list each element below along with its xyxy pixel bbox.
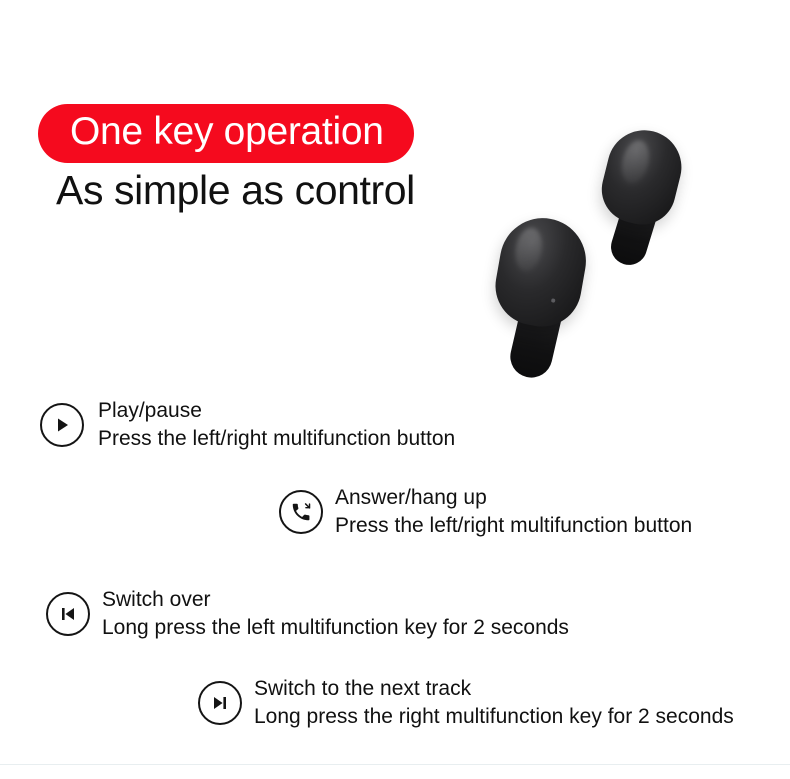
earbud-left <box>489 211 592 332</box>
earbud-right <box>595 122 690 231</box>
feature-description: Press the left/right multifunction button <box>335 513 693 537</box>
earbud-right-highlight <box>618 137 654 186</box>
next-track-icon <box>198 681 242 725</box>
feature-description: Long press the right multifunction key for 2 seconds <box>254 704 734 728</box>
feature-play-pause <box>40 397 455 452</box>
feature-title: Answer/hang up <box>335 486 487 509</box>
feature-switch-over-text <box>102 586 569 641</box>
phone-answer-icon <box>279 490 323 534</box>
feature-answer-hang-up <box>279 484 692 539</box>
previous-track-icon <box>46 592 90 636</box>
earbud-left-body <box>489 211 592 332</box>
play-icon <box>40 403 84 447</box>
feature-switch-over <box>46 586 569 641</box>
feature-title: Switch over <box>102 588 211 611</box>
feature-description: Press the left/right multifunction button <box>98 426 456 450</box>
headline-badge: One key operation <box>38 104 414 163</box>
earbud-left-highlight <box>512 226 545 274</box>
headline-subtitle: As simple as control <box>56 167 415 213</box>
earbud-left-mic-dot <box>551 298 556 303</box>
feature-title: Switch to the next track <box>254 677 472 700</box>
feature-answer-hang-up-text <box>335 484 692 539</box>
earbuds-illustration <box>480 100 770 390</box>
feature-play-pause-text <box>98 397 455 452</box>
feature-description: Long press the left multifunction key for 2 seconds <box>102 615 569 639</box>
earbud-right-body <box>595 122 690 231</box>
bottom-divider <box>0 764 790 765</box>
feature-next-track <box>198 675 734 730</box>
feature-next-track-text <box>254 675 734 730</box>
feature-title: Play/pause <box>98 399 202 422</box>
